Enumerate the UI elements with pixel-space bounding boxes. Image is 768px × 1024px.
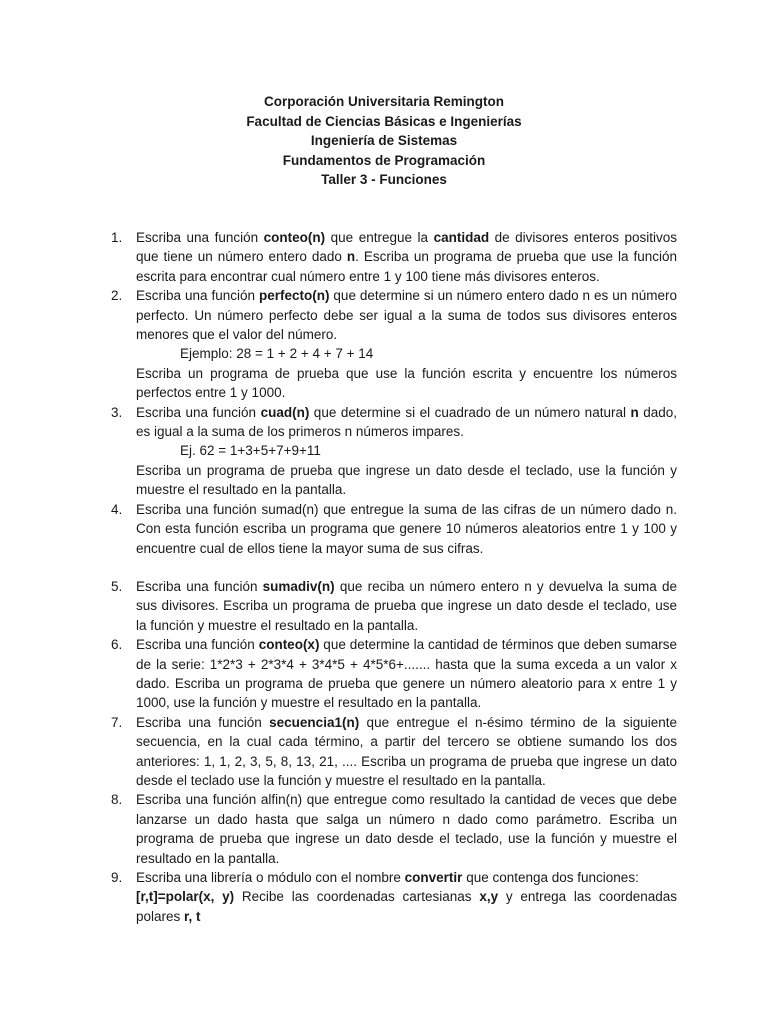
item-number: 7. <box>111 714 123 730</box>
exercise-list <box>111 228 677 926</box>
item-text: Escriba una función cuad(n) que determine si el cuadrado de un número natural n dado, es igual a la suma de los primeros n números impares. <box>136 404 677 440</box>
item-body <box>136 403 677 500</box>
item-text: Escriba una función sumad(n) que entregue la suma de las cifras de un número dado n. Con esta función escriba un programa que genere 10 números aleatorios entre 1 y 100 y encuentre cual de ellos tiene la mayor suma de sus cifras. <box>136 501 677 556</box>
item-body <box>136 286 677 402</box>
document-header <box>0 92 768 190</box>
institution-name: Corporación Universitaria Remington <box>263 94 505 109</box>
course-name: Fundamentos de Programación <box>282 152 486 168</box>
exercise-item-2 <box>111 286 677 402</box>
item-text: Escriba una librería o módulo con el nombre convertir que contenga dos funciones: <box>136 870 639 885</box>
item-text: Escriba una función secuencia1(n) que entregue el n-ésimo término de la siguiente secuencia, en la cual cada término, a partir del tercero se obtiene sumando los dos anteriores: 1, 1, 2, 3, 5, 8, 13, 21, .... Escriba un programa de prueba que ingrese un dato desde el teclado use la función y muestre el resultado en la pantalla. <box>136 714 677 788</box>
item-body <box>136 500 677 558</box>
item-body <box>136 790 677 868</box>
item-text: Escriba una función conteo(x) que determine la cantidad de términos que deben sumarse de la serie: 1*2*3 + 2*3*4 + 3*4*5 + 4*5*6+....... hasta que la suma exceda a un valor x dado. Escriba un programa de prueba que genere un número aleatorio para x entre 1 y 1000, use la función y muestre el resultado en la pantalla. <box>136 637 677 711</box>
item-example: Ej. 62 = 1+3+5+7+9+11 <box>180 443 321 459</box>
item-body <box>136 713 677 791</box>
item-body <box>136 868 677 926</box>
item-text: Escriba una función perfecto(n) que determine si un número entero dado n es un número perfecto. Un número perfecto debe ser igual a la suma de todos sus divisores enteros menores que el valor del número. <box>136 288 677 343</box>
item-number: 5. <box>111 578 123 594</box>
exercise-item-1 <box>111 228 677 286</box>
exercise-item-6 <box>111 635 677 713</box>
item-body <box>136 228 677 286</box>
item-number: 6. <box>111 637 123 653</box>
faculty-name: Facultad de Ciencias Básicas e Ingenierías <box>246 113 522 129</box>
program-name: Ingeniería de Sistemas <box>310 133 458 149</box>
item-body <box>136 577 677 635</box>
exercise-item-8 <box>111 790 677 868</box>
exercise-item-9 <box>111 868 677 926</box>
item-text-2: Escriba un programa de prueba que use la función escrita y encuentre los números perfectos entre 1 y 1000. <box>136 365 677 401</box>
exercise-item-5 <box>111 577 677 635</box>
item-text: Escriba una función alfin(n) que entregue como resultado la cantidad de veces que debe lanzarse un dado hasta que salga un número n dado como parámetro. Escriba un programa de prueba que ingrese un dato desde el teclado, use la función y muestre el resultado en la pantalla. <box>136 792 677 866</box>
item-text-2: Escriba un programa de prueba que ingrese un dato desde el teclado, use la función y muestre el resultado en la pantalla. <box>136 462 677 498</box>
item-example: Ejemplo: 28 = 1 + 2 + 4 + 7 + 14 <box>180 346 374 362</box>
exercise-item-7 <box>111 713 677 791</box>
item-number: 8. <box>111 792 123 808</box>
item-text: Escriba una función sumadiv(n) que reciba un número entero n y devuelva la suma de sus divisores. Escriba un programa de prueba que ingrese un dato desde el teclado, use la función y muestre el resultado en la pantalla. <box>136 578 677 633</box>
exercise-item-3 <box>111 403 677 500</box>
item-number: 9. <box>111 870 123 885</box>
exercise-item-4 <box>111 500 677 558</box>
item-text-2: [r,t]=polar(x, y) Recibe las coordenadas cartesianas x,y y entrega las coordenadas polares r, t <box>136 889 677 924</box>
item-text: Escriba una función conteo(n) que entregue la cantidad de divisores enteros positivos que tiene un número entero dado n. Escriba un programa de prueba que use la función escrita para encontrar cual número entre 1 y 100 tiene más divisores enteros. <box>136 230 677 284</box>
item-number: 4. <box>111 501 123 517</box>
assignment-title: Taller 3 - Funciones <box>321 172 447 188</box>
item-number: 2. <box>111 288 123 304</box>
item-number: 1. <box>111 230 123 245</box>
item-body <box>136 635 677 713</box>
item-number: 3. <box>111 404 123 420</box>
